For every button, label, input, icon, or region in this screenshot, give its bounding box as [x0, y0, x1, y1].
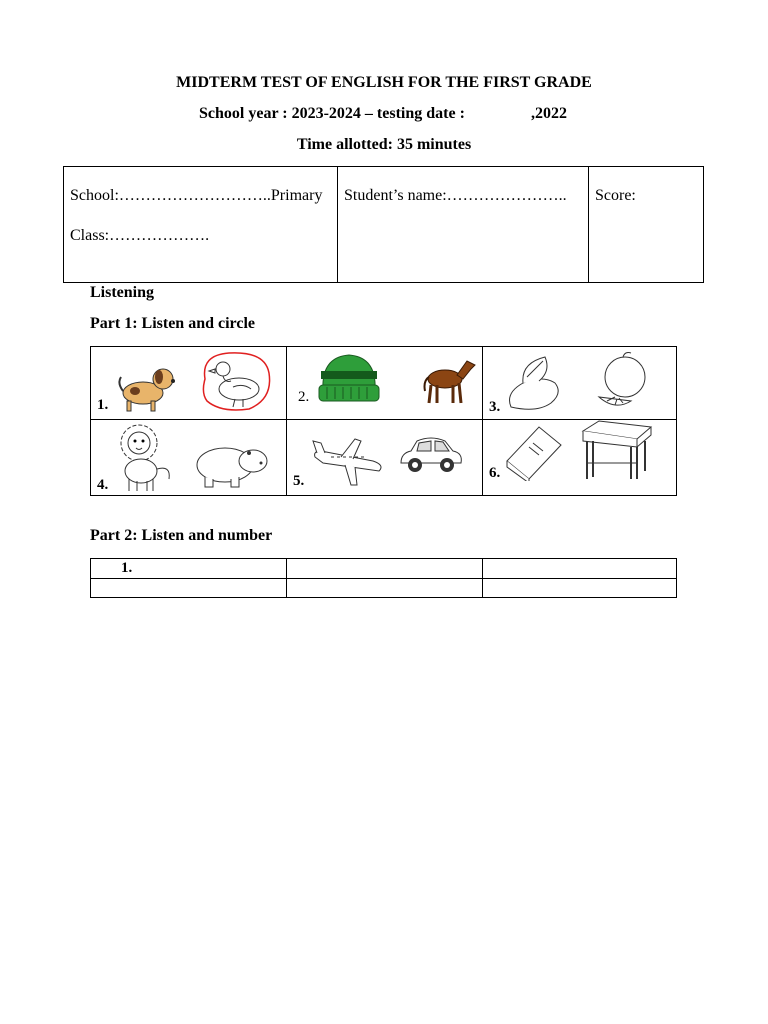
item-number: 2. — [298, 389, 310, 405]
time-allotted: Time allotted: 35 minutes — [296, 136, 472, 153]
page-title: MIDTERM TEST OF ENGLISH FOR THE FIRST GRADE — [176, 74, 592, 91]
part1-title: Part 1: Listen and circle — [90, 315, 256, 332]
student-name-field[interactable]: Student’s name:………………….. — [344, 187, 567, 204]
car-icon[interactable] — [397, 433, 465, 477]
dog-icon[interactable] — [115, 363, 177, 413]
duck-icon[interactable] — [195, 349, 273, 413]
mango-icon[interactable] — [501, 353, 567, 415]
item-number: 1. — [97, 397, 109, 413]
plane-icon[interactable] — [311, 435, 387, 491]
class-field[interactable]: Class:………………. — [70, 227, 210, 244]
lion-icon[interactable] — [109, 421, 175, 493]
part1-grid — [90, 346, 677, 496]
score-field[interactable]: Score: — [595, 187, 636, 204]
part2-title: Part 2: Listen and number — [90, 527, 273, 544]
item-number: 5. — [293, 473, 305, 489]
desk-icon[interactable] — [579, 419, 653, 481]
orange-icon[interactable] — [595, 351, 651, 413]
section-listening: Listening — [90, 284, 155, 301]
hat-icon[interactable] — [317, 351, 381, 405]
item-number: 4. — [97, 477, 109, 493]
info-box — [63, 166, 704, 283]
item-number: 3. — [489, 399, 501, 415]
school-field[interactable]: School:………………………..Primary — [70, 187, 323, 204]
year-suffix: ,2022 — [531, 105, 567, 122]
table-cell-number: 1. — [121, 560, 133, 576]
book-icon[interactable] — [503, 423, 565, 481]
school-year: School year : 2023-2024 – testing date : — [199, 105, 465, 122]
horse-icon[interactable] — [421, 355, 477, 407]
hippo-icon[interactable] — [191, 439, 271, 491]
part2-table — [90, 558, 677, 598]
item-number: 6. — [489, 465, 501, 481]
